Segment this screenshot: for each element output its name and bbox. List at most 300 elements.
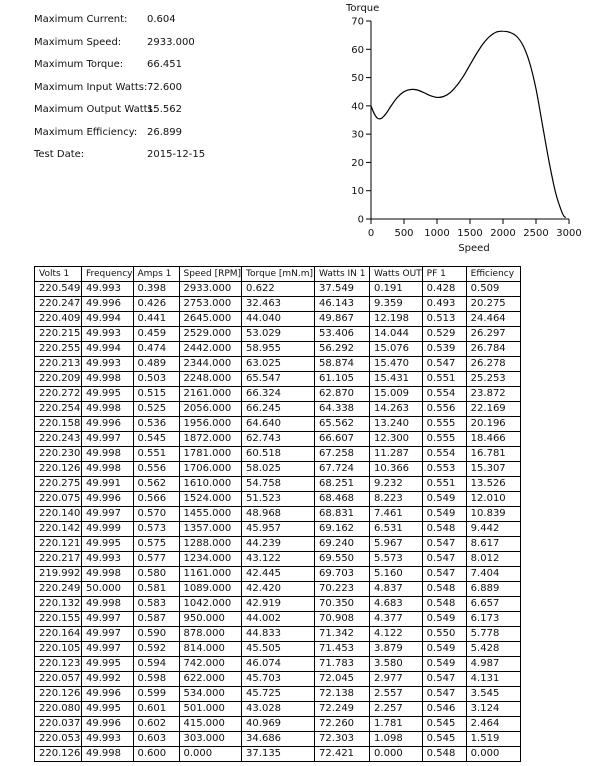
table-cell: 0.545 [422,732,466,747]
table-row [35,657,521,672]
table-cell: 66.607 [315,432,370,447]
table-cell: 0.575 [133,537,179,552]
table-cell: 1234.000 [179,552,242,567]
y-tick-label: 30 [351,129,364,141]
table-cell: 0.549 [422,492,466,507]
table-cell: 13.240 [370,417,423,432]
table-cell: 0.529 [422,327,466,342]
data-table [34,266,521,762]
table-cell: 0.459 [133,327,179,342]
table-cell: 220.105 [35,642,82,657]
table-cell: 2.557 [370,687,423,702]
table-cell: 45.505 [242,642,315,657]
table-cell: 7.461 [370,507,423,522]
table-cell: 72.249 [315,702,370,717]
table-cell: 50.000 [82,582,134,597]
table-cell: 220.123 [35,657,82,672]
column-header: Efficiency [466,267,520,282]
table-cell: 2753.000 [179,297,242,312]
table-cell: 0.592 [133,642,179,657]
table-cell: 0.549 [422,642,466,657]
table-cell: 69.703 [315,567,370,582]
table-cell: 0.598 [133,672,179,687]
table-cell: 5.967 [370,537,423,552]
table-cell: 0.191 [370,282,423,297]
table-cell: 0.553 [422,462,466,477]
table-cell: 11.287 [370,447,423,462]
y-tick-label: 50 [351,73,364,85]
table-cell: 1089.000 [179,582,242,597]
table-cell: 62.870 [315,387,370,402]
table-row [35,732,521,747]
y-axis-label: Torque [346,3,380,14]
table-row [35,552,521,567]
table-cell: 70.223 [315,582,370,597]
table-cell: 1357.000 [179,522,242,537]
table-cell: 622.000 [179,672,242,687]
table-cell: 2.977 [370,672,423,687]
table-cell: 46.143 [315,297,370,312]
table-cell: 415.000 [179,717,242,732]
table-cell: 69.550 [315,552,370,567]
table-cell: 0.515 [133,387,179,402]
table-cell: 51.523 [242,492,315,507]
table-cell: 0.547 [422,687,466,702]
table-cell: 43.122 [242,552,315,567]
table-cell: 40.969 [242,717,315,732]
table-row [35,402,521,417]
table-cell: 0.554 [422,447,466,462]
y-tick-label: 40 [351,101,364,113]
table-cell: 0.474 [133,342,179,357]
table-cell: 22.169 [466,402,520,417]
table-cell: 0.548 [422,597,466,612]
table-cell: 45.957 [242,522,315,537]
table-cell: 5.778 [466,627,520,642]
table-cell: 0.549 [422,507,466,522]
summary-value: 2015-12-15 [147,149,206,160]
table-cell: 45.725 [242,687,315,702]
summary-label: Maximum Current: [34,14,128,25]
table-cell: 0.548 [422,582,466,597]
table-cell: 2645.000 [179,312,242,327]
table-cell: 220.121 [35,537,82,552]
table-cell: 220.254 [35,402,82,417]
table-cell: 0.547 [422,672,466,687]
table-cell: 1.098 [370,732,423,747]
table-row [35,507,521,522]
table-cell: 65.562 [315,417,370,432]
table-cell: 72.303 [315,732,370,747]
table-cell: 220.243 [35,432,82,447]
summary-label: Test Date: [34,149,85,160]
table-cell: 42.919 [242,597,315,612]
table-cell: 66.245 [242,402,315,417]
table-cell: 9.359 [370,297,423,312]
x-tick-label: 500 [394,228,414,239]
table-cell: 220.037 [35,717,82,732]
table-header-row [35,267,521,282]
table-cell: 6.531 [370,522,423,537]
table-cell: 0.503 [133,372,179,387]
table-cell: 1288.000 [179,537,242,552]
x-tick-label: 2000 [490,228,516,239]
table-cell: 1706.000 [179,462,242,477]
table-cell: 6.657 [466,597,520,612]
table-cell: 15.431 [370,372,423,387]
table-cell: 220.053 [35,732,82,747]
table-cell: 220.132 [35,597,82,612]
table-cell: 220.217 [35,552,82,567]
table-cell: 49.996 [82,687,134,702]
table-cell: 3.580 [370,657,423,672]
table-cell: 65.547 [242,372,315,387]
table-cell: 0.581 [133,582,179,597]
table-cell: 49.993 [82,357,134,372]
table-row [35,672,521,687]
table-row [35,417,521,432]
column-header: Volts 1 [35,267,82,282]
table-cell: 1161.000 [179,567,242,582]
table-row [35,447,521,462]
table-cell: 72.045 [315,672,370,687]
table-row [35,387,521,402]
column-header: Speed [RPM] [179,267,242,282]
table-cell: 72.260 [315,717,370,732]
table-cell: 18.466 [466,432,520,447]
table-cell: 220.409 [35,312,82,327]
table-cell: 2442.000 [179,342,242,357]
column-header: Torque [mN.m] [242,267,315,282]
y-tick-label: 60 [351,44,364,56]
table-cell: 950.000 [179,612,242,627]
x-tick-label: 0 [367,228,375,239]
table-cell: 9.442 [466,522,520,537]
table-cell: 49.998 [82,597,134,612]
table-cell: 0.554 [422,387,466,402]
table-row [35,627,521,642]
table-cell: 8.617 [466,537,520,552]
table-cell: 0.556 [422,402,466,417]
table-cell: 49.997 [82,642,134,657]
table-cell: 0.426 [133,297,179,312]
table-cell: 42.420 [242,582,315,597]
table-cell: 71.453 [315,642,370,657]
y-tick-label: 70 [351,16,364,28]
table-cell: 68.831 [315,507,370,522]
y-tick-label: 10 [351,186,364,198]
table-cell: 0.000 [466,747,520,762]
table-cell: 1872.000 [179,432,242,447]
table-cell: 0.549 [422,657,466,672]
table-row [35,717,521,732]
table-cell: 1781.000 [179,447,242,462]
table-cell: 0.549 [422,612,466,627]
table-cell: 49.996 [82,717,134,732]
table-cell: 10.366 [370,462,423,477]
table-cell: 4.837 [370,582,423,597]
table-cell: 0.587 [133,612,179,627]
table-cell: 9.232 [370,477,423,492]
table-cell: 303.000 [179,732,242,747]
y-tick-label: 0 [357,214,364,226]
table-cell: 0.601 [133,702,179,717]
table-row [35,432,521,447]
table-cell: 2529.000 [179,327,242,342]
x-axis-label: Speed [458,243,490,254]
table-cell: 12.198 [370,312,423,327]
table-cell: 49.993 [82,327,134,342]
table-row [35,687,521,702]
torque-speed-chart [330,0,591,260]
table-cell: 220.249 [35,582,82,597]
table-cell: 69.162 [315,522,370,537]
table-row [35,522,521,537]
table-row [35,372,521,387]
table-cell: 220.057 [35,672,82,687]
table-cell: 49.996 [82,297,134,312]
table-cell: 220.155 [35,612,82,627]
x-tick-label: 3000 [556,228,582,239]
table-row [35,537,521,552]
table-cell: 220.209 [35,372,82,387]
table-cell: 14.263 [370,402,423,417]
table-cell: 0.547 [422,567,466,582]
table-cell: 6.173 [466,612,520,627]
table-cell: 0.513 [422,312,466,327]
table-cell: 71.783 [315,657,370,672]
table-row [35,567,521,582]
summary-label: Maximum Input Watts: [34,81,148,93]
table-row [35,582,521,597]
summary-label: Maximum Output Watts: [34,104,157,115]
table-cell: 4.377 [370,612,423,627]
column-header: Frequency [82,267,134,282]
table-cell: 2.464 [466,717,520,732]
table-cell: 2344.000 [179,357,242,372]
table-cell: 6.889 [466,582,520,597]
table-row [35,612,521,627]
table-cell: 220.158 [35,417,82,432]
column-header: Watts OUT [370,267,423,282]
table-cell: 14.044 [370,327,423,342]
summary-label: Maximum Speed: [34,36,122,48]
table-cell: 24.464 [466,312,520,327]
table-cell: 220.230 [35,447,82,462]
table-cell: 49.998 [82,462,134,477]
table-cell: 26.297 [466,327,520,342]
summary-value: 2933.000 [147,36,195,48]
table-cell: 220.126 [35,687,82,702]
table-cell: 49.998 [82,447,134,462]
table-cell: 53.406 [315,327,370,342]
table-cell: 49.997 [82,432,134,447]
table-cell: 1042.000 [179,597,242,612]
table-cell: 2933.000 [179,282,242,297]
table-cell: 58.025 [242,462,315,477]
table-cell: 0.547 [422,357,466,372]
table-cell: 878.000 [179,627,242,642]
table-cell: 220.247 [35,297,82,312]
table-row [35,342,521,357]
table-cell: 12.010 [466,492,520,507]
table-cell: 68.468 [315,492,370,507]
summary-label: Maximum Torque: [34,59,124,70]
table-cell: 220.275 [35,477,82,492]
table-cell: 72.138 [315,687,370,702]
summary-label: Maximum Efficiency: [34,126,138,138]
table-cell: 0.555 [422,432,466,447]
table-cell: 219.992 [35,567,82,582]
table-cell: 0.548 [422,747,466,762]
table-cell: 5.573 [370,552,423,567]
table-cell: 0.580 [133,567,179,582]
table-cell: 61.105 [315,372,370,387]
table-cell: 0.489 [133,357,179,372]
table-cell: 1.519 [466,732,520,747]
table-row [35,297,521,312]
table-cell: 0.550 [422,627,466,642]
table-cell: 0.548 [422,522,466,537]
table-cell: 20.275 [466,297,520,312]
table-cell: 5.160 [370,567,423,582]
table-cell: 32.463 [242,297,315,312]
table-cell: 49.993 [82,732,134,747]
table-cell: 220.549 [35,282,82,297]
table-cell: 23.872 [466,387,520,402]
table-cell: 58.874 [315,357,370,372]
summary-value: 26.899 [147,126,182,138]
table-cell: 26.784 [466,342,520,357]
column-header: Watts IN 1 [315,267,370,282]
table-cell: 4.122 [370,627,423,642]
table-cell: 34.686 [242,732,315,747]
table-cell: 60.518 [242,447,315,462]
table-cell: 7.404 [466,567,520,582]
table-cell: 220.272 [35,387,82,402]
table-row [35,462,521,477]
table-cell: 0.577 [133,552,179,567]
table-cell: 26.278 [466,357,520,372]
table-cell: 3.124 [466,702,520,717]
table-cell: 0.000 [179,747,242,762]
table-row [35,702,521,717]
table-cell: 0.590 [133,627,179,642]
table-cell: 49.996 [82,417,134,432]
summary-value: 66.451 [147,59,182,70]
table-cell: 68.251 [315,477,370,492]
table-cell: 49.867 [315,312,370,327]
table-cell: 0.566 [133,492,179,507]
table-cell: 70.908 [315,612,370,627]
table-cell: 0.547 [422,552,466,567]
summary-value: 72.600 [147,81,182,93]
table-row [35,312,521,327]
table-cell: 0.594 [133,657,179,672]
table-cell: 43.028 [242,702,315,717]
table-cell: 64.640 [242,417,315,432]
table-cell: 0.546 [422,702,466,717]
table-cell: 13.526 [466,477,520,492]
table-row [35,642,521,657]
table-cell: 37.549 [315,282,370,297]
table-cell: 220.126 [35,747,82,762]
table-cell: 62.743 [242,432,315,447]
y-tick-label: 20 [351,157,364,169]
table-cell: 501.000 [179,702,242,717]
table-cell: 0.551 [133,447,179,462]
table-cell: 49.997 [82,612,134,627]
table-row [35,747,521,762]
table-cell: 0.556 [133,462,179,477]
table-cell: 220.080 [35,702,82,717]
table-cell: 49.998 [82,372,134,387]
table-cell: 0.551 [422,372,466,387]
table-cell: 49.996 [82,492,134,507]
table-cell: 0.000 [370,747,423,762]
table-cell: 49.991 [82,477,134,492]
table-row [35,357,521,372]
table-cell: 44.002 [242,612,315,627]
table-cell: 0.599 [133,687,179,702]
table-cell: 15.009 [370,387,423,402]
table-cell: 220.255 [35,342,82,357]
column-header: PF 1 [422,267,466,282]
table-cell: 49.994 [82,312,134,327]
table-cell: 49.994 [82,342,134,357]
table-cell: 0.562 [133,477,179,492]
table-cell: 220.140 [35,507,82,522]
table-cell: 1524.000 [179,492,242,507]
x-tick-label: 1500 [457,228,483,239]
table-row [35,477,521,492]
table-cell: 5.428 [466,642,520,657]
table-cell: 49.998 [82,747,134,762]
table-cell: 220.126 [35,462,82,477]
series-line-torque [371,31,566,217]
table-cell: 4.987 [466,657,520,672]
table-cell: 0.600 [133,747,179,762]
table-cell: 0.570 [133,507,179,522]
table-cell: 0.398 [133,282,179,297]
table-cell: 45.703 [242,672,315,687]
table-cell: 4.131 [466,672,520,687]
table-cell: 49.995 [82,657,134,672]
table-cell: 0.545 [133,432,179,447]
table-cell: 12.300 [370,432,423,447]
table-cell: 0.622 [242,282,315,297]
table-row [35,492,521,507]
x-tick-label: 2500 [523,228,549,239]
table-cell: 71.342 [315,627,370,642]
table-cell: 67.258 [315,447,370,462]
table-cell: 220.142 [35,522,82,537]
table-cell: 63.025 [242,357,315,372]
table-row [35,327,521,342]
table-cell: 8.012 [466,552,520,567]
table-cell: 0.509 [466,282,520,297]
table-cell: 64.338 [315,402,370,417]
table-cell: 4.683 [370,597,423,612]
table-cell: 220.213 [35,357,82,372]
table-cell: 742.000 [179,657,242,672]
table-cell: 0.555 [422,417,466,432]
table-cell: 53.029 [242,327,315,342]
table-cell: 220.164 [35,627,82,642]
table-body [35,282,521,762]
table-cell: 49.995 [82,387,134,402]
table-cell: 49.998 [82,567,134,582]
